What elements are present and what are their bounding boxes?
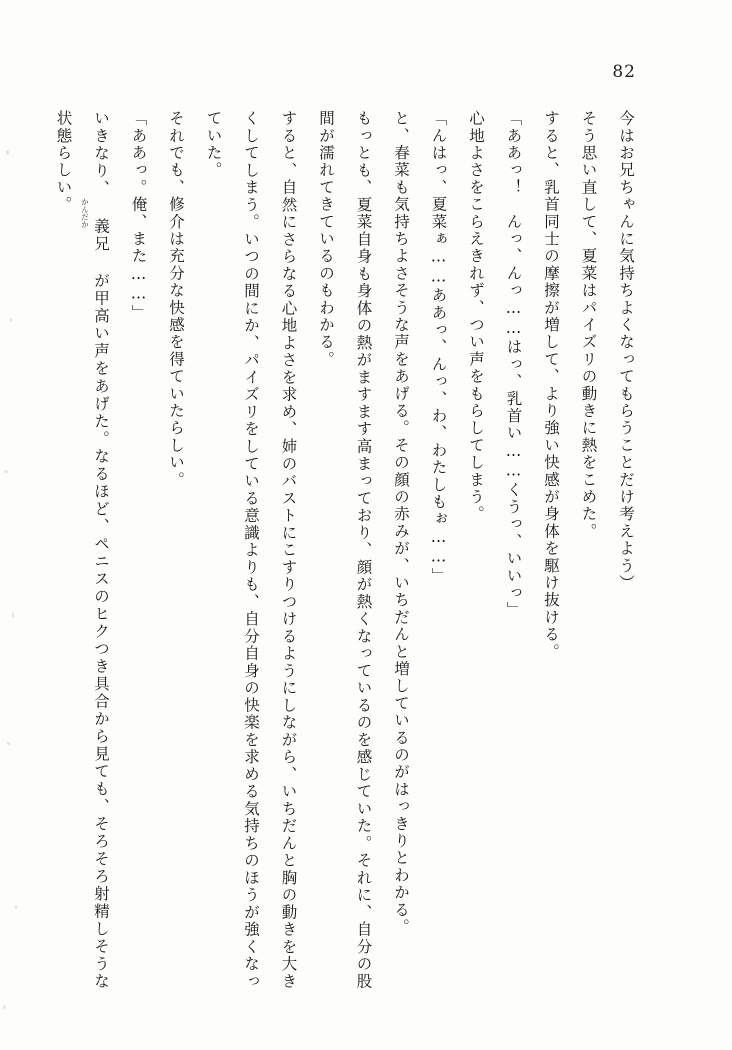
paragraph: そう思い直して、夏菜はパイズリの動きに熱をこめた。 bbox=[579, 110, 598, 540]
paragraph: 「んはっ、夏菜ぁ……ああっ、んっ、わ、わたしもぉ……」 bbox=[429, 110, 448, 585]
paragraph: すると、乳首同士の摩擦が増して、より強い快感が身体を駆け抜ける。 bbox=[542, 110, 560, 661]
paragraph: 「ああっ！ んっ、んっ……はっ、乳首い……くうっ、いいっ」 bbox=[504, 110, 523, 619]
page-number: 82 bbox=[612, 62, 636, 82]
ruby-base-text: 義兄 bbox=[92, 217, 110, 253]
paper-speckle bbox=[6, 150, 9, 155]
paper-speckle bbox=[15, 905, 17, 909]
paragraph: 今はお兄ちゃんに気持ちよくなってもらうことだけ考えよう） bbox=[617, 110, 635, 592]
ruby-base bbox=[80, 197, 110, 273]
ruby-reading: かんだか bbox=[80, 197, 90, 228]
paragraph: もっとも、夏菜自身も身体の熱がますます高まっており、顔が熱くなっているのを感じていた。それに、自分の股間が濡れてきているのもわかる。 bbox=[317, 110, 373, 990]
paragraph: と、春菜も気持ちよさそうな声をあげる。その顔の赤みが、いちだんと増しているのがはっきりとわかる。 bbox=[392, 110, 410, 936]
paragraph: 「ああっ。俺、また……」 bbox=[129, 110, 148, 322]
page-body bbox=[44, 110, 644, 990]
paragraph-tail: が甲高い声をあげた。なるほど、ペニスのヒクつき具合から見ても、そろそろ射精しそうな状態らしい。 bbox=[54, 110, 110, 991]
paper-speckle bbox=[4, 470, 8, 473]
paragraph-with-ruby bbox=[44, 110, 119, 990]
paper-speckle bbox=[3, 1005, 6, 1009]
paragraph: 心地よさをこらえきれず、つい声をもらしてしまう。 bbox=[467, 110, 485, 523]
paper-speckle bbox=[7, 742, 10, 745]
paragraph: すると、自然にさらなる心地よさを求め、姉のバストにこすりつけるようにしながら、いちだんと胸の動きを大きくしてしまう。いつの間にか、パイズリをしている意識よりも、自分自身の快楽を求める気持ちのほうが強くなっていた。 bbox=[204, 110, 298, 990]
paper-speckle bbox=[12, 612, 14, 618]
paragraph: それでも、修介は充分な快感を得ていたらしい。 bbox=[167, 110, 185, 489]
paragraph-head: いきなり、 bbox=[92, 110, 110, 198]
paper-speckle bbox=[10, 318, 12, 322]
